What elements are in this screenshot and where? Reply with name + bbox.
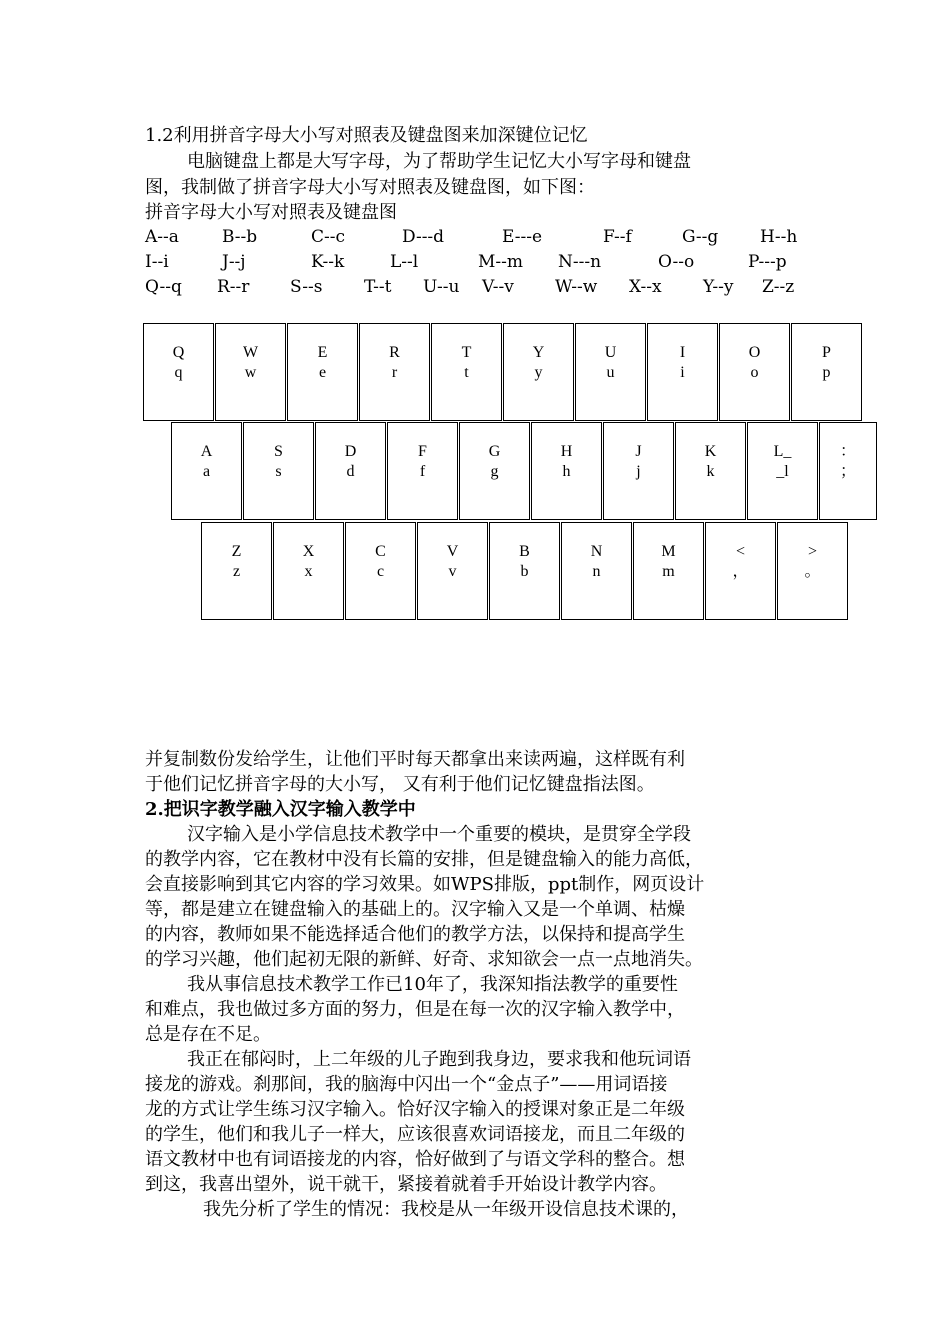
section1-end-line-1: 并复制数份发给学生，让他们平时每天都拿出来读两遍，这样既有利 bbox=[145, 749, 685, 770]
letter-pair: C--c bbox=[311, 227, 346, 247]
letter-pair: S--s bbox=[290, 277, 323, 297]
key-f bbox=[387, 422, 458, 520]
intro-line-1: 电脑键盘上都是大写字母，为了帮助学生记忆大小写字母和键盘 bbox=[187, 151, 691, 172]
key-lower: b bbox=[520, 563, 529, 580]
key-q bbox=[143, 323, 214, 421]
key-lower: o bbox=[750, 364, 759, 381]
key-upper: G bbox=[488, 443, 501, 460]
letter-pair: R--r bbox=[217, 277, 250, 297]
key-upper: H bbox=[560, 443, 573, 460]
paragraph-line: 我先分析了学生的情况：我校是从一年级开设信息技术课的， bbox=[203, 1199, 689, 1220]
letter-pair: B--b bbox=[222, 227, 258, 247]
key-lower: g bbox=[490, 463, 499, 480]
letter-pair: J--j bbox=[222, 252, 246, 272]
key-lower: ， bbox=[732, 563, 749, 580]
key-lower: ； bbox=[839, 463, 856, 480]
key-lower: d bbox=[346, 463, 355, 480]
key-upper: C bbox=[375, 543, 386, 560]
letter-pair: G--g bbox=[682, 227, 719, 247]
letter-pair: X--x bbox=[629, 277, 662, 297]
paragraph-line: 语文教材中也有词语接龙的内容，恰好做到了与语文学科的整合。想 bbox=[145, 1149, 685, 1170]
key-a bbox=[171, 422, 242, 520]
section-heading-1-2: 1.2利用拼音字母大小写对照表及键盘图来加深键位记忆 bbox=[145, 125, 588, 146]
key-lower: f bbox=[419, 463, 426, 480]
letter-pair: I--i bbox=[145, 252, 169, 272]
letter-pair: P---p bbox=[748, 252, 787, 272]
key-p bbox=[791, 323, 862, 421]
paragraph-line: 的学生，他们和我儿子一样大，应该很喜欢词语接龙，而且二年级的 bbox=[145, 1124, 685, 1145]
key-upper: T bbox=[461, 344, 472, 361]
key-lower: h bbox=[562, 463, 571, 480]
intro-line-2: 图，我制做了拼音字母大小写对照表及键盘图，如下图： bbox=[145, 177, 595, 198]
key-g bbox=[459, 422, 530, 520]
letter-pair: Y--y bbox=[703, 277, 734, 297]
paragraph-line: 的教学内容，它在教材中没有长篇的安排，但是键盘输入的能力高低， bbox=[145, 849, 703, 870]
key-lower: u bbox=[606, 364, 615, 381]
key-upper: B bbox=[519, 543, 530, 560]
key-lower: s bbox=[275, 463, 282, 480]
letter-pair: V--v bbox=[482, 277, 514, 297]
key-o bbox=[719, 323, 790, 421]
paragraph-line: 我从事信息技术教学工作已10年了，我深知指法教学的重要性 bbox=[187, 974, 678, 995]
key-d bbox=[315, 422, 386, 520]
key-v bbox=[417, 522, 488, 620]
letter-pair: H--h bbox=[760, 227, 798, 247]
key-lower: i bbox=[680, 364, 685, 381]
letter-pair: M--m bbox=[478, 252, 524, 272]
paragraph-line: 的学习兴趣，他们起初无限的新鲜、好奇、求知欲会一点一点地消失。 bbox=[145, 949, 703, 970]
key-l bbox=[747, 422, 818, 520]
paragraph-line: 等，都是建立在键盘输入的基础上的。汉字输入又是一个单调、枯燥 bbox=[145, 899, 685, 920]
key-upper: A bbox=[200, 443, 213, 460]
key-e bbox=[287, 323, 358, 421]
key-upper: O bbox=[748, 344, 761, 361]
key-upper: Q bbox=[172, 344, 185, 361]
key-upper: L_ bbox=[773, 443, 792, 460]
key-upper: E bbox=[317, 344, 328, 361]
key-upper: Y bbox=[532, 344, 545, 361]
key-lower: j bbox=[636, 463, 641, 480]
key-upper: D bbox=[344, 443, 357, 460]
key-upper: I bbox=[679, 344, 686, 361]
key-j bbox=[603, 422, 674, 520]
key-upper: P bbox=[822, 344, 831, 361]
key-lower: n bbox=[592, 563, 601, 580]
key-upper: V bbox=[446, 543, 459, 560]
key-z bbox=[201, 522, 272, 620]
key-t bbox=[431, 323, 502, 421]
paragraph-line: 接龙的游戏。刹那间，我的脑海中闪出一个“金点子”——用词语接 bbox=[145, 1074, 668, 1095]
key-upper: F bbox=[418, 443, 427, 460]
key-upper: N bbox=[590, 543, 603, 560]
key-upper: < bbox=[735, 543, 746, 560]
paragraph-line: 汉字输入是小学信息技术教学中一个重要的模块，是贯穿全学段 bbox=[187, 824, 691, 845]
key-s bbox=[243, 422, 314, 520]
paragraph-line: 会直接影响到其它内容的学习效果。如WPS排版，ppt制作，网页设计 bbox=[145, 874, 705, 895]
key-upper: U bbox=[604, 344, 617, 361]
key-comma bbox=[705, 522, 776, 620]
letter-pair: E---e bbox=[502, 227, 543, 247]
letter-pair: L--l bbox=[390, 252, 419, 272]
section-heading-2: 2.把识字教学融入汉字输入教学中 bbox=[145, 799, 416, 820]
key-lower: q bbox=[174, 364, 183, 381]
key-u bbox=[575, 323, 646, 421]
letter-pair: K--k bbox=[311, 252, 345, 272]
key-upper: R bbox=[389, 344, 400, 361]
key-semicolon bbox=[819, 422, 877, 520]
key-y bbox=[503, 323, 574, 421]
key-upper: J bbox=[635, 443, 642, 460]
letter-pair: D---d bbox=[402, 227, 445, 247]
key-lower: _l bbox=[776, 463, 789, 480]
paragraph-line: 和难点，我也做过多方面的努力，但是在每一次的汉字输入教学中， bbox=[145, 999, 685, 1020]
key-lower: w bbox=[244, 364, 257, 381]
key-m bbox=[633, 522, 704, 620]
key-upper: K bbox=[704, 443, 717, 460]
key-lower: r bbox=[391, 364, 398, 381]
paragraph-line: 龙的方式让学生练习汉字输入。恰好汉字输入的授课对象正是二年级 bbox=[145, 1099, 685, 1120]
key-upper: W bbox=[242, 344, 259, 361]
letter-pair: W--w bbox=[555, 277, 598, 297]
letter-pair: T--t bbox=[364, 277, 392, 297]
key-n bbox=[561, 522, 632, 620]
key-lower: m bbox=[662, 563, 675, 580]
key-x bbox=[273, 522, 344, 620]
table-title: 拼音字母大小写对照表及键盘图 bbox=[145, 202, 397, 223]
key-lower: 。 bbox=[804, 563, 821, 580]
key-upper: > bbox=[807, 543, 818, 560]
key-h bbox=[531, 422, 602, 520]
key-i bbox=[647, 323, 718, 421]
key-lower: y bbox=[534, 364, 543, 381]
key-lower: e bbox=[318, 364, 327, 381]
key-lower: a bbox=[202, 463, 211, 480]
key-lower: v bbox=[448, 563, 457, 580]
key-period bbox=[777, 522, 848, 620]
key-upper: Z bbox=[231, 543, 242, 560]
key-k bbox=[675, 422, 746, 520]
key-b bbox=[489, 522, 560, 620]
letter-pair: Q--q bbox=[145, 277, 182, 297]
key-upper: X bbox=[302, 543, 315, 560]
paragraph-line: 到这，我喜出望外，说干就干，紧接着就着手开始设计教学内容。 bbox=[145, 1174, 667, 1195]
key-upper: ： bbox=[839, 443, 856, 460]
paragraph-line: 总是存在不足。 bbox=[145, 1024, 271, 1045]
letter-pair: F--f bbox=[603, 227, 632, 247]
key-upper: S bbox=[274, 443, 283, 460]
key-lower: x bbox=[304, 563, 313, 580]
key-lower: k bbox=[706, 463, 715, 480]
section1-end-line-2: 于他们记忆拼音字母的大小写， 又有利于他们记忆键盘指法图。 bbox=[145, 774, 655, 795]
key-lower: c bbox=[376, 563, 385, 580]
key-lower: p bbox=[822, 364, 831, 381]
key-r bbox=[359, 323, 430, 421]
letter-pair: N---n bbox=[558, 252, 602, 272]
paragraph-line: 的内容，教师如果不能选择适合他们的教学方法，以保持和提高学生 bbox=[145, 924, 685, 945]
key-lower: z bbox=[232, 563, 241, 580]
letter-pair: O--o bbox=[658, 252, 695, 272]
letter-pair: U--u bbox=[423, 277, 460, 297]
key-c bbox=[345, 522, 416, 620]
letter-pair: Z--z bbox=[762, 277, 795, 297]
key-w bbox=[215, 323, 286, 421]
letter-pair: A--a bbox=[145, 227, 179, 247]
paragraph-line: 我正在郁闷时，上二年级的儿子跑到我身边，要求我和他玩词语 bbox=[187, 1049, 691, 1070]
key-lower: t bbox=[464, 364, 469, 381]
key-upper: M bbox=[661, 543, 676, 560]
